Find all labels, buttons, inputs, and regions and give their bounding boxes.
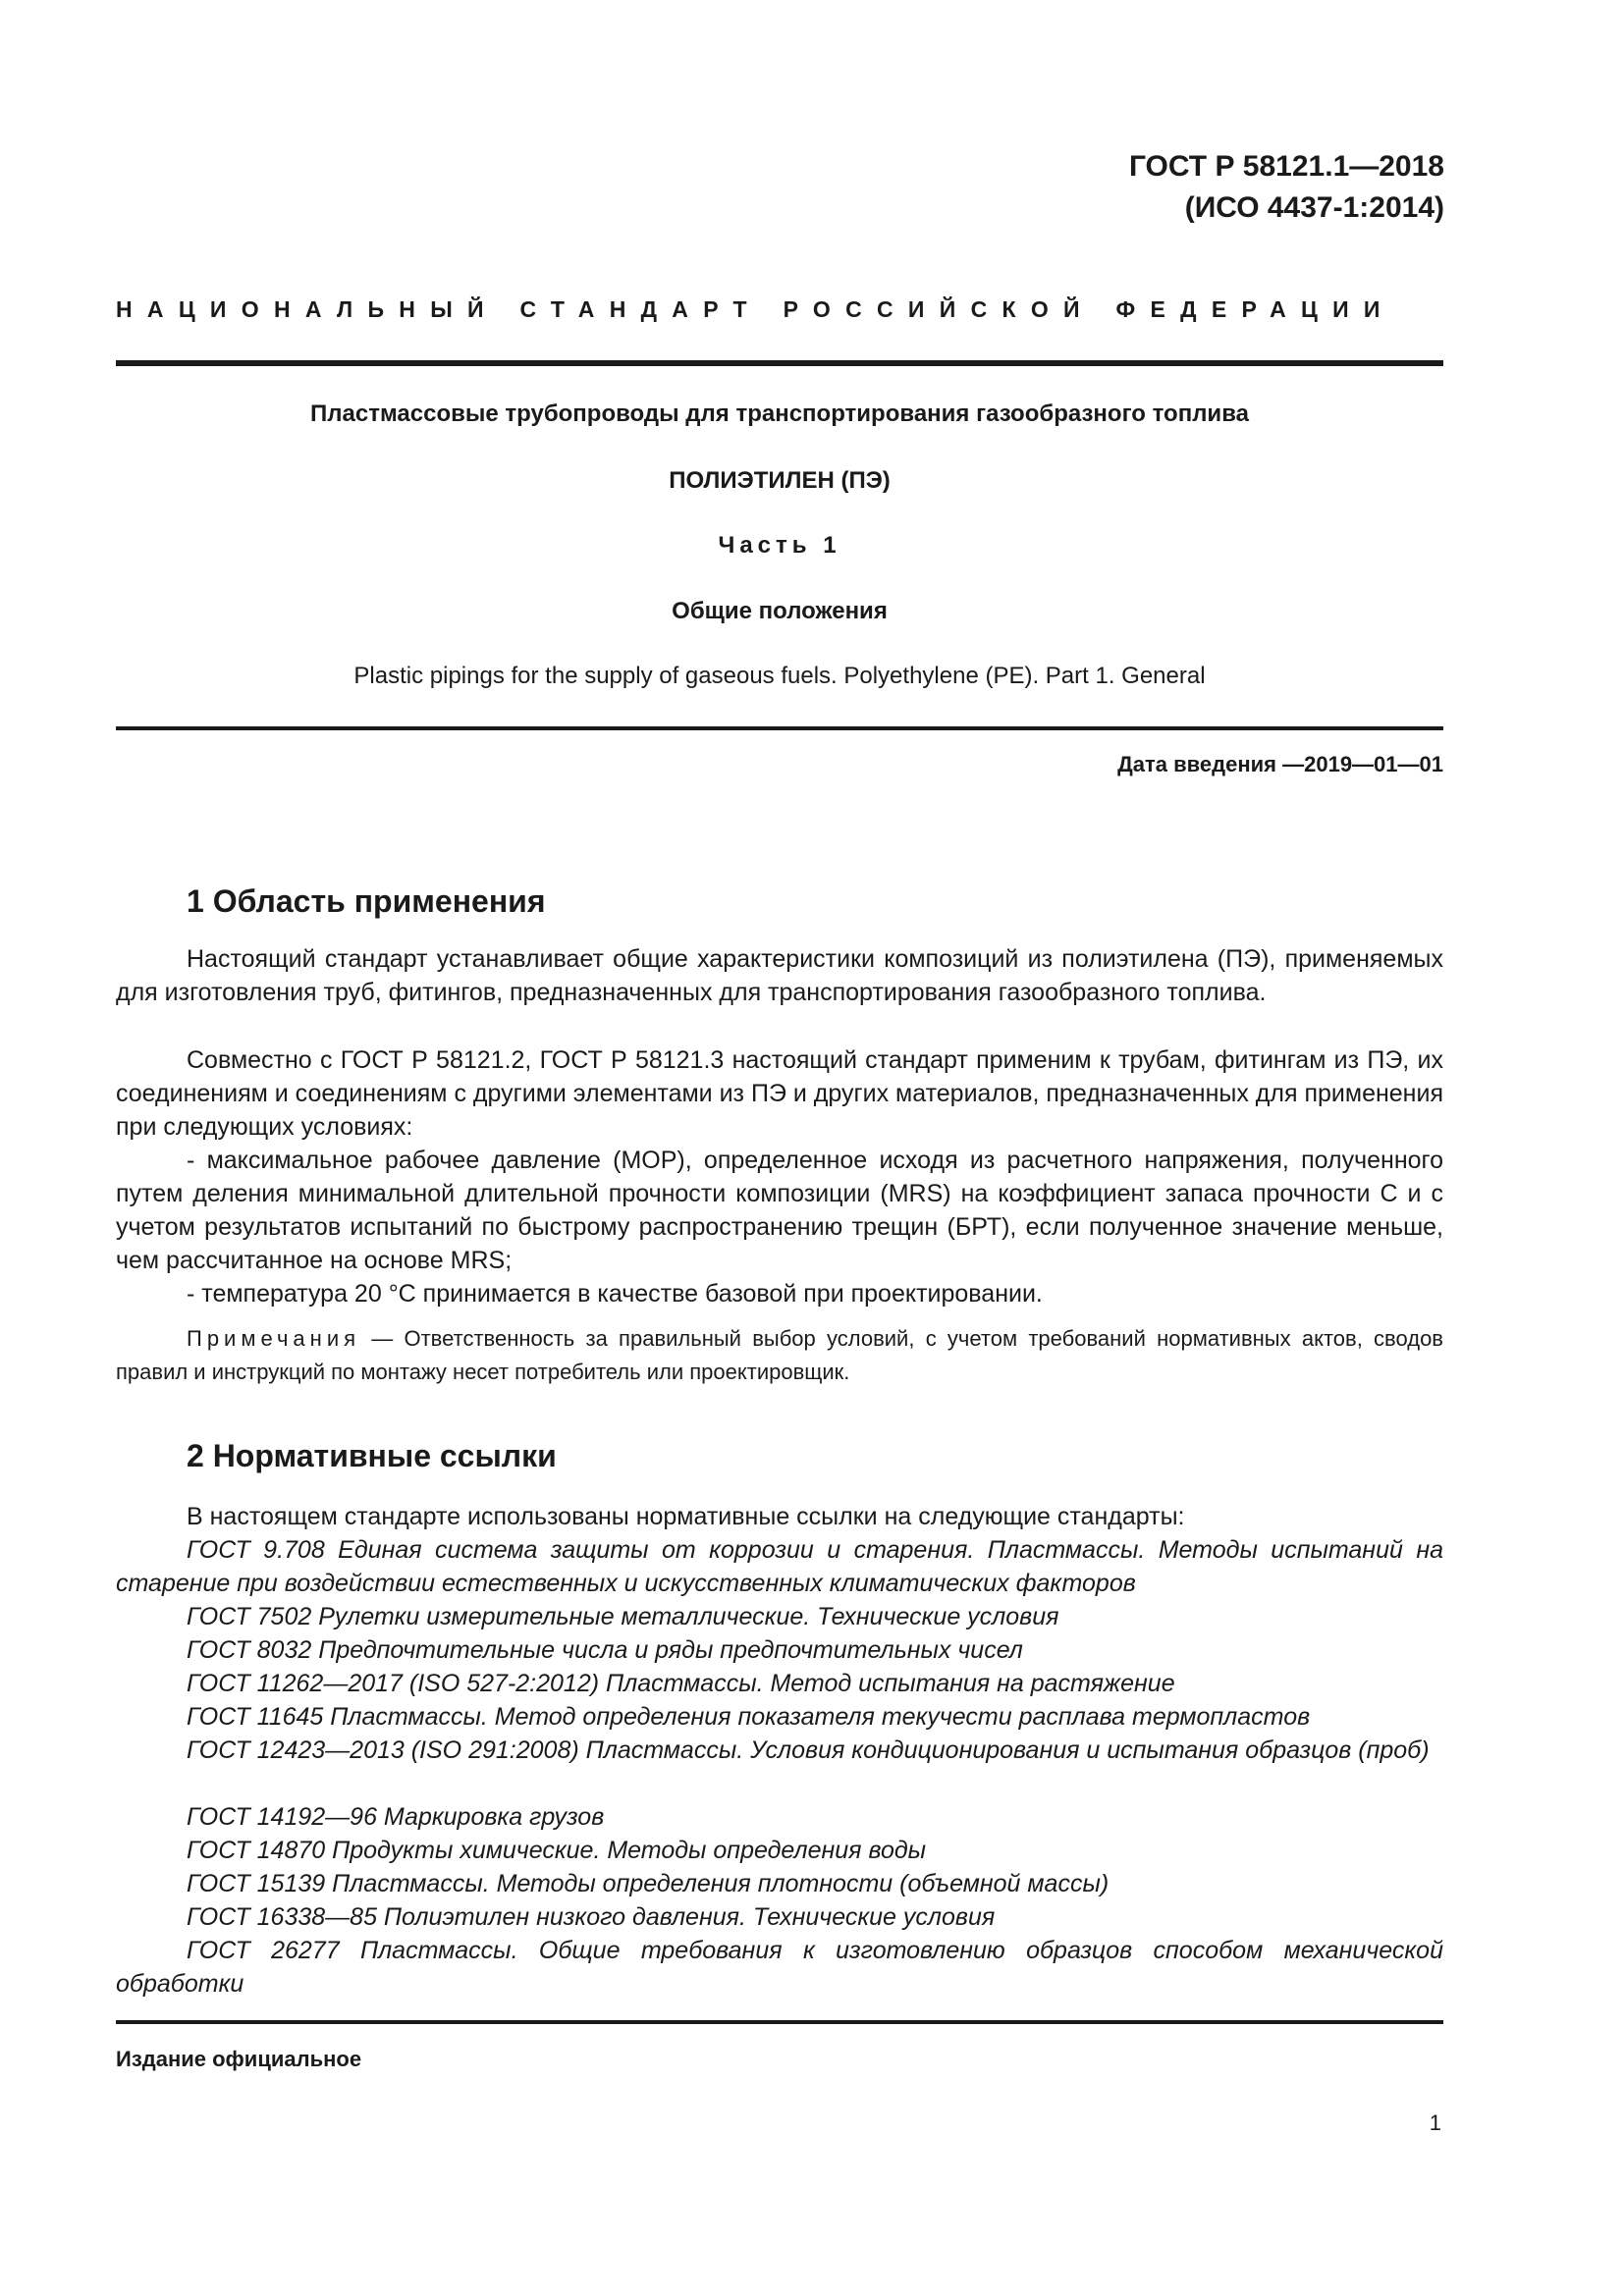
section-1-note <box>116 1322 1443 1389</box>
section-1-heading: 1 Область применения <box>187 883 546 919</box>
section-1-paragraph-1: Настоящий стандарт устанавливает общие характеристики композиций из полиэтилена (ПЭ), применяемых для изготовления труб, фитингов, предназначенных для транспортирования газообразного топлива. <box>116 945 1443 1006</box>
document-title: Пластмассовые трубопроводы для транспортирования газообразного топлива <box>310 400 1249 427</box>
reference-item: ГОСТ 11262—2017 (ISO 527-2:2012) Пластмассы. Метод испытания на растяжение <box>187 1670 1175 1697</box>
footer-rule <box>116 2020 1443 2024</box>
section-2-heading: 2 Нормативные ссылки <box>187 1438 557 1473</box>
reference-item: ГОСТ 11645 Пластмассы. Метод определения показателя текучести расплава термопластов <box>187 1703 1311 1731</box>
section-1-bullet-1: - максимальное рабочее давление (МОР), определенное исходя из расчетного напряжения, полученного путем деления минимальной длительной прочности композиции (MRS) на коэффициент запаса прочности С и с учетом результатов испытаний по быстрому распространению трещин (БРТ), если полученное значение меньше, чем рассчитанное на основе MRS; <box>116 1147 1443 1274</box>
note-text: — Ответственность за правильный выбор условий, с учетом требований нормативных актов, сводов правил и инструкций по монтажу несет потребитель или проектировщик. <box>116 1326 1443 1384</box>
reference-item: ГОСТ 7502 Рулетки измерительные металлические. Технические условия <box>187 1603 1059 1630</box>
document-material: ПОЛИЭТИЛЕН (ПЭ) <box>669 467 891 494</box>
introduction-date: Дата введения —2019—01—01 <box>1117 752 1443 776</box>
iso-reference: (ИСО 4437-1:2014) <box>1184 191 1444 224</box>
reference-item: ГОСТ 9.708 Единая система защиты от коррозии и старения. Пластмассы. Методы испытаний на старение при воздействии естественных и искусственных климатических факторов <box>116 1536 1443 1597</box>
english-title: Plastic pipings for the supply of gaseous fuels. Polyethylene (PE). Part 1. General <box>353 663 1206 689</box>
official-edition-label: Издание официальное <box>116 2047 362 2071</box>
reference-item: ГОСТ 26277 Пластмассы. Общие требования к изготовлению образцов способом механической обработки <box>116 1937 1443 1998</box>
section-1-bullet-2: - температура 20 °С принимается в качестве базовой при проектировании. <box>187 1280 1043 1308</box>
standard-designation: ГОСТ Р 58121.1—2018 <box>1128 150 1444 183</box>
note-label: Примечания <box>187 1326 361 1351</box>
page-number: 1 <box>1429 2110 1441 2135</box>
document-part: Часть 1 <box>718 532 841 559</box>
reference-item: ГОСТ 12423—2013 (ISO 291:2008) Пластмассы. Условия кондиционирования и испытания образцов (проб) <box>187 1736 1430 1764</box>
reference-item: ГОСТ 16338—85 Полиэтилен низкого давления. Технические условия <box>187 1903 996 1931</box>
reference-item: ГОСТ 15139 Пластмассы. Методы определения плотности (объемной массы) <box>187 1870 1110 1897</box>
document-subtitle: Общие положения <box>672 598 888 624</box>
reference-item: ГОСТ 14192—96 Маркировка грузов <box>187 1803 605 1831</box>
reference-item: ГОСТ 14870 Продукты химические. Методы определения воды <box>187 1837 927 1864</box>
header-rule <box>116 360 1443 366</box>
title-rule <box>116 726 1443 730</box>
section-2-intro: В настоящем стандарте использованы нормативные ссылки на следующие стандарты: <box>187 1503 1185 1530</box>
section-1-paragraph-2: Совместно с ГОСТ Р 58121.2, ГОСТ Р 58121.3 настоящий стандарт применим к трубам, фитингам из ПЭ, их соединениям и соединениям с другими элементами из ПЭ и других материалов, предназначенных для применения при следующих условиях: <box>116 1046 1443 1141</box>
reference-item: ГОСТ 8032 Предпочтительные числа и ряды предпочтительных чисел <box>187 1636 1023 1664</box>
national-standard-label: НАЦИОНАЛЬНЫЙ СТАНДАРТ РОССИЙСКОЙ ФЕДЕРАЦИИ <box>116 296 1395 322</box>
